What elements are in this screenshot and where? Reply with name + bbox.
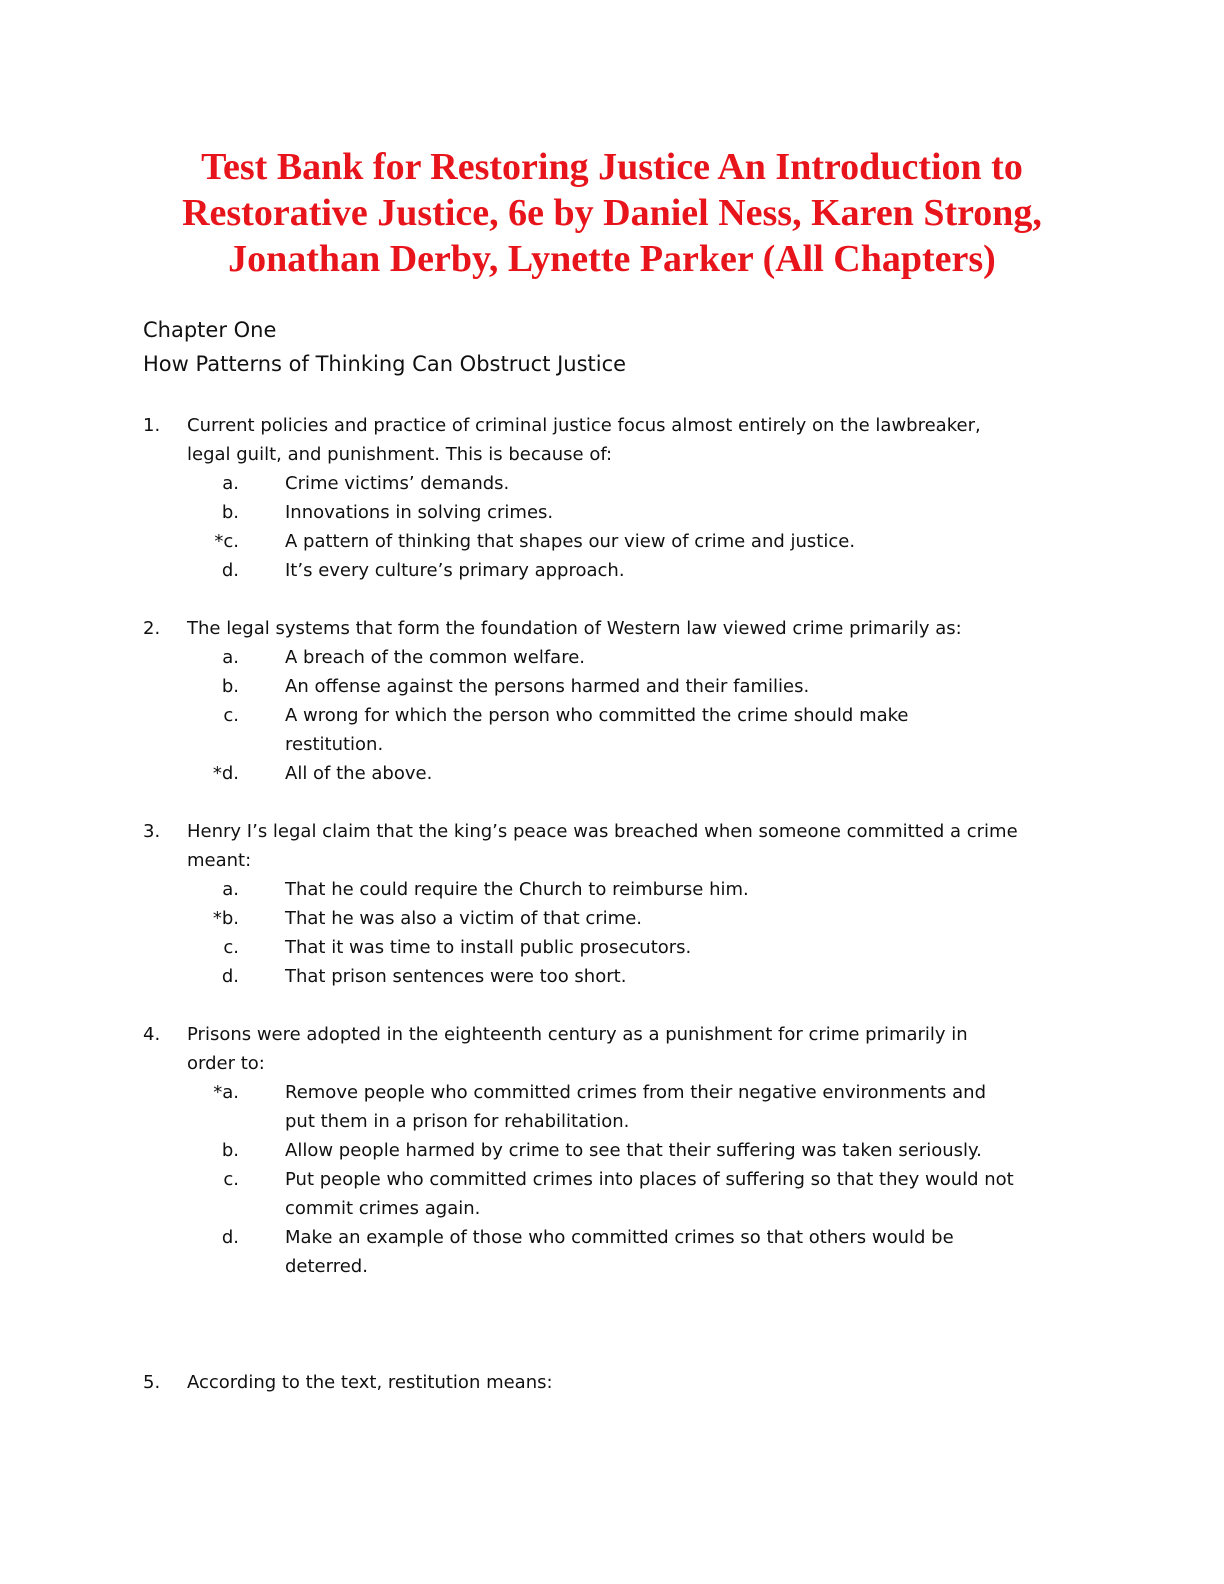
answer-option [143,469,1083,498]
answer-option [143,962,1083,991]
question-number: 1. [143,415,161,436]
option-text: That he could require the Church to reimburse him. [285,879,749,900]
answer-option-continued [143,1252,1083,1281]
option-letter: *c. [214,531,239,552]
question-text-line: The legal systems that form the foundation of Western law viewed crime primarily as: [187,618,962,639]
answer-option [143,875,1083,904]
option-text: Allow people harmed by crime to see that their suffering was taken seriously. [285,1140,982,1161]
question-stem [143,1020,1083,1049]
option-letter: a. [222,879,239,900]
option-letter: c. [223,705,239,726]
option-letter: c. [223,937,239,958]
answer-option [143,643,1083,672]
answer-option [143,556,1083,585]
option-text: A pattern of thinking that shapes our view of crime and justice. [285,531,856,552]
option-letter: b. [221,676,239,697]
option-text: Make an example of those who committed crimes so that others would be [285,1227,954,1248]
option-letter: a. [222,473,239,494]
answer-option-continued [143,1107,1083,1136]
answer-option-correct [143,527,1083,556]
question-text-line: Prisons were adopted in the eighteenth century as a punishment for crime primarily in [187,1024,968,1045]
option-text: restitution. [285,734,384,755]
option-text: It’s every culture’s primary approach. [285,560,625,581]
question-number: 5. [143,1372,161,1393]
question-text-line: meant: [187,850,252,871]
option-letter: d. [221,1227,239,1248]
title-line: Test Bank for Restoring Justice An Introduction to [201,146,1023,188]
option-text: Innovations in solving crimes. [285,502,554,523]
title-line: Jonathan Derby, Lynette Parker (All Chapters) [228,238,996,280]
answer-option [143,1136,1083,1165]
answer-option-continued [143,730,1083,759]
option-letter: *d. [212,763,239,784]
option-letter: a. [222,647,239,668]
question-text-line: order to: [187,1053,265,1074]
chapter-heading: Chapter One [143,318,277,342]
option-text: That it was time to install public prosecutors. [285,937,692,958]
question-2 [143,614,1083,788]
option-text: An offense against the persons harmed and their families. [285,676,810,697]
option-letter: b. [221,502,239,523]
question-stem [143,817,1083,846]
answer-option [143,933,1083,962]
question-3 [143,817,1083,991]
question-stem-continued [143,1049,1083,1078]
question-number: 4. [143,1024,161,1045]
answer-option [143,1165,1083,1194]
answer-option [143,701,1083,730]
question-stem [143,1368,1083,1397]
option-letter: d. [221,966,239,987]
answer-option [143,1223,1083,1252]
option-letter: b. [221,1140,239,1161]
option-text: put them in a prison for rehabilitation. [285,1111,630,1132]
option-letter: d. [221,560,239,581]
question-text-line: Henry I’s legal claim that the king’s peace was breached when someone committed a crime [187,821,1018,842]
question-stem [143,411,1083,440]
option-text: All of the above. [285,763,433,784]
chapter-subtitle: How Patterns of Thinking Can Obstruct Justice [143,352,627,376]
option-text: That prison sentences were too short. [285,966,627,987]
option-letter: c. [223,1169,239,1190]
question-1 [143,411,1083,585]
answer-option-correct [143,1078,1083,1107]
answer-option-correct [143,904,1083,933]
answer-option-correct [143,759,1083,788]
option-text: Crime victims’ demands. [285,473,510,494]
question-text-line: legal guilt, and punishment. This is because of: [187,444,613,465]
option-text: commit crimes again. [285,1198,481,1219]
option-text: A breach of the common welfare. [285,647,586,668]
option-letter: *b. [212,908,239,929]
answer-option [143,498,1083,527]
option-text: Remove people who committed crimes from their negative environments and [285,1082,987,1103]
question-stem [143,614,1083,643]
option-text: A wrong for which the person who committed the crime should make [285,705,909,726]
question-number: 2. [143,618,161,639]
document-title [100,144,1124,282]
question-text-line: According to the text, restitution means: [187,1372,553,1393]
option-text: deterred. [285,1256,368,1277]
question-stem-continued [143,440,1083,469]
question-5 [143,1368,1083,1397]
option-letter: *a. [213,1082,239,1103]
question-text-line: Current policies and practice of criminal justice focus almost entirely on the lawbreaker, [187,415,981,436]
question-stem-continued [143,846,1083,875]
answer-option-continued [143,1194,1083,1223]
option-text: Put people who committed crimes into places of suffering so that they would not [285,1169,1014,1190]
title-line: Restorative Justice, 6e by Daniel Ness, Karen Strong, [182,192,1042,234]
question-4 [143,1020,1083,1281]
option-text: That he was also a victim of that crime. [285,908,643,929]
answer-option [143,672,1083,701]
question-number: 3. [143,821,161,842]
